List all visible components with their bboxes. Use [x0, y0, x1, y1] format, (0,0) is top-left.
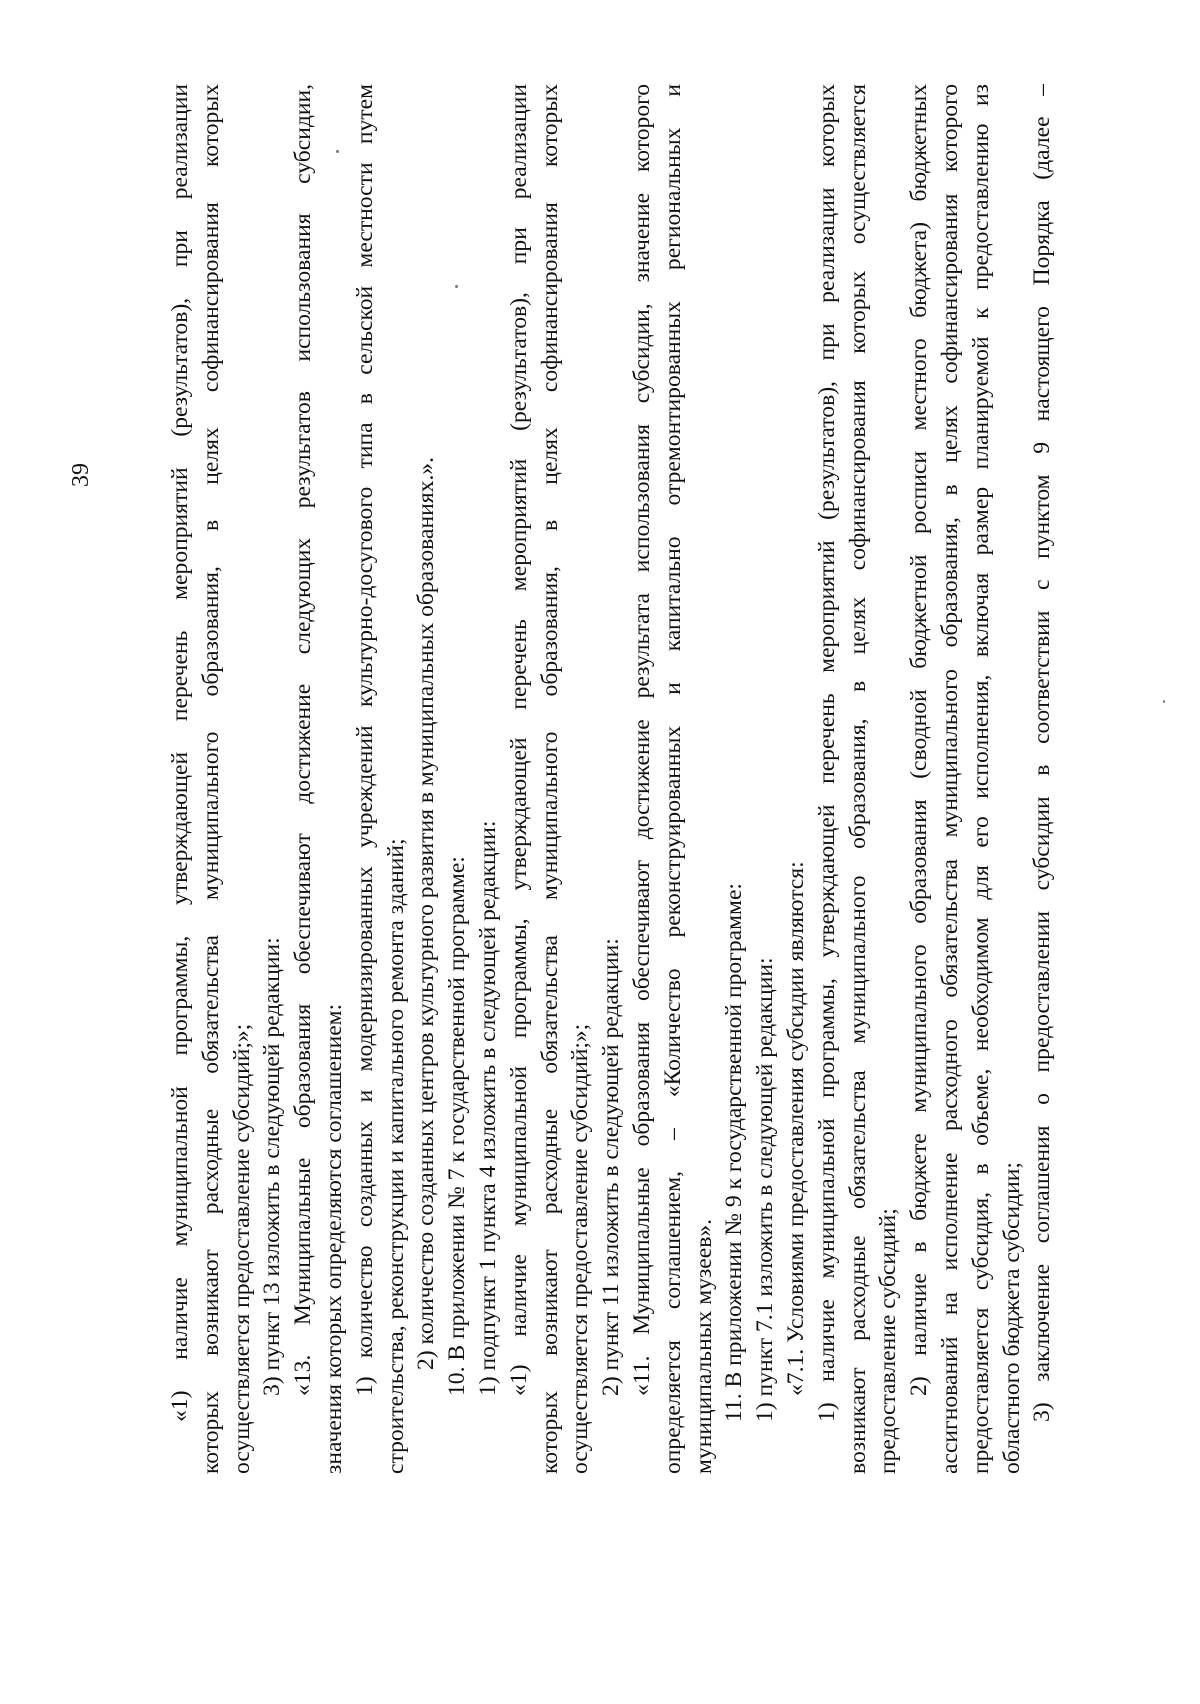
paragraph-line: областного бюджета субсидии;: [998, 1162, 1025, 1474]
paragraph-line: 3) пункт 13 изложить в следующей редакции:: [259, 937, 286, 1396]
paragraph-line: 1) наличие муниципальной программы, утверждающей перечень мероприятий (результатов), при реализации которых: [813, 84, 840, 1422]
document-body: [165, 84, 1056, 1474]
paragraph-line: 10. В приложении № 7 к государственной программе:: [444, 856, 471, 1396]
paragraph-line: которых возникают расходные обязательства муниципального образования, в целях софинансирования которых: [197, 84, 224, 1474]
paragraph-line: значения которых определяются соглашением:: [320, 1003, 347, 1474]
paragraph-line: 1) количество созданных и модернизированных учреждений культурно-досугового типа в сельской местности путем: [351, 84, 378, 1396]
paragraph-line: осуществляется предоставление субсидий;»;: [567, 1023, 594, 1474]
paragraph-line: осуществляется предоставление субсидий;»;: [228, 1023, 255, 1474]
scan-speck: [455, 285, 458, 288]
paragraph-line: 1) подпункт 1 пункта 4 изложить в следующей редакции:: [474, 820, 501, 1396]
paragraph-line: «13. Муниципальные образования обеспечивают достижение следующих результатов использования субсидии,: [290, 84, 317, 1396]
paragraph-line: строительства, реконструкции и капитального ремонта зданий;: [382, 838, 409, 1474]
paragraph-line: 2) пункт 11 изложить в следующей редакции:: [598, 938, 625, 1396]
paragraph-line: 1) пункт 7.1 изложить в следующей редакции:: [752, 957, 779, 1422]
paragraph-line: «1) наличие муниципальной программы, утверждающей перечень мероприятий (результатов), при реализации: [505, 84, 532, 1396]
paragraph-line: муниципальных музеев».: [690, 1218, 717, 1474]
paragraph-line: «11. Муниципальные образования обеспечивают достижение результата использования субсидии, значение которого: [628, 84, 655, 1396]
paragraph-line: которых возникают расходные обязательства муниципального образования, в целях софинансирования которых: [536, 84, 563, 1474]
paragraph-line: предоставляется субсидия, в объеме, необходимом для его исполнения, включая размер планируемой к предоставлению из: [967, 84, 994, 1474]
paragraph-line: «1) наличие муниципальной программы, утверждающей перечень мероприятий (результатов), при реализации: [167, 84, 193, 1422]
paragraph-line: 11. В приложении № 9 к государственной программе:: [721, 883, 748, 1422]
paragraph-line: ассигнований на исполнение расходного обязательства муниципального образования, в целях софинансирования которого: [936, 84, 963, 1474]
page-number: 39: [68, 463, 94, 487]
paragraph-line: «7.1. Условиями предоставления субсидии являются:: [782, 861, 809, 1396]
paragraph-line: определяется соглашением, – «Количество реконструированных и капитально отремонтированных региональных и: [659, 84, 686, 1474]
paragraph-line: возникают расходные обязательства муниципального образования, в целях софинансирования которых осуществляется: [844, 84, 871, 1474]
paragraph-line: 2) наличие в бюджете муниципального образования (сводной бюджетной росписи местного бюджета) бюджетных: [906, 84, 933, 1396]
scan-speck: [336, 150, 339, 153]
paragraph-line: 2) количество созданных центров культурного развития в муниципальных образованиях.».: [413, 457, 440, 1370]
paragraph-line: предоставление субсидий;: [875, 1208, 902, 1474]
scan-speck: [1163, 700, 1165, 703]
paragraph-line: 3) заключение соглашения о предоставлении субсидии в соответствии с пунктом 9 настоящего Порядка (далее –: [1029, 84, 1056, 1422]
